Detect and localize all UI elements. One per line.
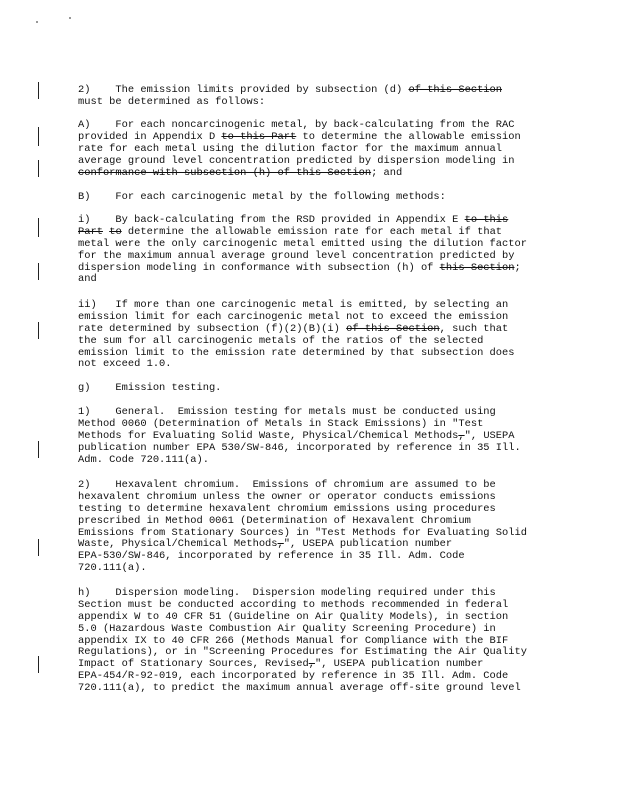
text-segment: 5.0 (Hazardous Waste Combustion Air Quality Screening Procedure) in xyxy=(78,622,496,635)
text-segment: publication number EPA 530/SW-846, incorporated by reference in 35 Ill. xyxy=(78,441,521,454)
text-segment: prescribed in Method 0061 (Determination of Hexavalent Chromium xyxy=(78,514,471,527)
text-segment: metal were the only carcinogenic metal emitted using the dilution factor xyxy=(78,237,527,250)
text-segment: g) Emission testing. xyxy=(78,382,222,394)
deleted-text: , xyxy=(277,538,284,551)
text-line xyxy=(78,683,558,695)
text-segment: average ground level concentration predicted by dispersion modeling in xyxy=(78,154,515,167)
text-segment: Adm. Code 720.111(a). xyxy=(78,453,209,466)
text-segment: 2) The emission limits provided by subsection (d) xyxy=(78,84,409,96)
text-segment: ii) If more than one carcinogenic metal is emitted, by selecting an xyxy=(78,299,509,311)
text-segment: must be determined as follows: xyxy=(78,95,266,108)
text-segment: , such that xyxy=(439,322,509,335)
revision-bar xyxy=(38,322,39,339)
text-segment: Emissions from Stationary Sources) in "Test Methods for Evaluating Solid xyxy=(78,526,527,539)
deleted-text: of this Section xyxy=(346,322,440,335)
text-segment: h) Dispersion modeling. Dispersion modeling required under this xyxy=(78,587,496,599)
text-segment: ; xyxy=(514,261,521,274)
text-segment: Section must be conducted according to methods recommended in federal xyxy=(78,598,509,611)
deleted-text: , xyxy=(458,429,465,442)
paragraph-h xyxy=(78,588,558,695)
text-segment: EPA-530/SW-846, incorporated by reference in 35 Ill. Adm. Code xyxy=(78,550,465,563)
text-segment: not exceed 1.0. xyxy=(78,358,172,371)
text-segment: provided in Appendix D xyxy=(78,130,222,143)
text-segment: and xyxy=(78,273,97,286)
revision-bar xyxy=(38,82,39,99)
text-line xyxy=(78,359,558,371)
text-line xyxy=(78,551,558,563)
paragraph-A xyxy=(78,120,558,179)
deleted-text: Part xyxy=(78,225,103,238)
revision-bar xyxy=(38,263,39,280)
text-segment: Impact of Stationary Sources, Revised xyxy=(78,658,309,671)
text-line xyxy=(78,97,558,109)
revision-bar xyxy=(38,160,39,177)
text-segment: ; and xyxy=(371,166,403,179)
revision-bar xyxy=(38,441,39,458)
scan-speck xyxy=(69,17,71,19)
text-segment: 720.111(a), to predict the maximum annual average off-site ground level xyxy=(78,682,521,695)
text-segment: emission limit to the emission rate determined by that subsection does xyxy=(78,346,515,359)
text-segment: i) By back-calculating from the RSD provided in Appendix E xyxy=(78,214,465,226)
text-segment: determine the allowable emission rate for each metal if that xyxy=(121,225,503,238)
text-segment: appendix W to 40 CFR 51 (Guideline on Air Quality Models), in section xyxy=(78,610,509,623)
text-line xyxy=(78,455,558,467)
text-segment: B) For each carcinogenic metal by the following methods: xyxy=(78,191,446,203)
text-segment: 720.111(a). xyxy=(78,562,147,575)
deleted-text: of this Section xyxy=(408,84,503,96)
revision-bar xyxy=(38,656,39,673)
text-segment: Methods for Evaluating Solid Waste, Physical/Chemical Methods xyxy=(78,429,459,442)
text-line xyxy=(78,192,558,204)
text-segment: A) For each noncarcinogenic metal, by back-calculating from the RAC xyxy=(78,119,515,131)
text-line xyxy=(78,274,558,286)
text-segment: ", USEPA publication number xyxy=(314,658,484,671)
revision-bar xyxy=(38,127,39,146)
text-segment: rate determined by subsection (f)(2)(B)(i) xyxy=(78,322,347,335)
deleted-text: to this Part xyxy=(221,130,297,143)
scan-speck xyxy=(36,21,38,23)
text-line xyxy=(78,168,558,180)
text-segment: appendix IX to 40 CFR 266 (Methods Manual for Compliance with the BIF xyxy=(78,634,509,647)
text-segment: for the maximum annual average ground level concentration predicted by xyxy=(78,249,515,262)
text-segment: ", USEPA xyxy=(464,429,515,442)
deleted-text: to xyxy=(109,225,122,238)
revision-bar xyxy=(38,218,39,237)
text-segment: the sum for all carcinogenic metals of the ratios of the selected xyxy=(78,334,484,347)
text-segment: EPA-454/R-92-019, each incorporated by reference in 35 Ill. Adm. Code xyxy=(78,670,509,683)
text-segment: 2) Hexavalent chromium. Emissions of chromium are assumed to be xyxy=(78,479,496,491)
paragraph-ii xyxy=(78,300,558,371)
deleted-text: this Section xyxy=(439,261,515,274)
paragraph-2 xyxy=(78,85,558,109)
text-segment: Method 0060 (Determination of Metals in Stack Emissions) in "Test xyxy=(78,417,484,430)
text-segment: hexavalent chromium unless the owner or operator conducts emissions xyxy=(78,490,496,503)
text-line xyxy=(78,563,558,575)
text-segment: Waste, Physical/Chemical Methods xyxy=(78,538,278,551)
text-segment: Regulations), or in "Screening Procedures for Estimating the Air Quality xyxy=(78,646,527,659)
text-segment: emission limit for each carcinogenic metal not to exceed the emission xyxy=(78,310,509,323)
text-segment: rate for each metal using the dilution factor for the maximum annual xyxy=(78,142,503,155)
paragraph-g-heading xyxy=(78,383,558,395)
text-segment: dispersion modeling in conformance with subsection (h) of xyxy=(78,261,440,274)
revision-bar xyxy=(38,539,39,556)
text-line xyxy=(78,383,558,395)
text-segment: to determine the allowable emission xyxy=(296,130,521,143)
paragraph-g2 xyxy=(78,480,558,575)
deleted-text: to this xyxy=(464,214,509,226)
deleted-text: , xyxy=(308,658,315,671)
text-line xyxy=(78,263,558,275)
text-segment: testing to determine hexavalent chromium emissions using procedures xyxy=(78,502,496,515)
deleted-text: conformance with subsection (h) of this Section xyxy=(78,166,372,179)
paragraph-i xyxy=(78,215,558,286)
text-segment: 1) General. Emission testing for metals must be conducted using xyxy=(78,406,496,418)
paragraph-B xyxy=(78,192,558,204)
paragraph-g1 xyxy=(78,407,558,466)
text-segment: ", USEPA publication number xyxy=(283,538,453,551)
